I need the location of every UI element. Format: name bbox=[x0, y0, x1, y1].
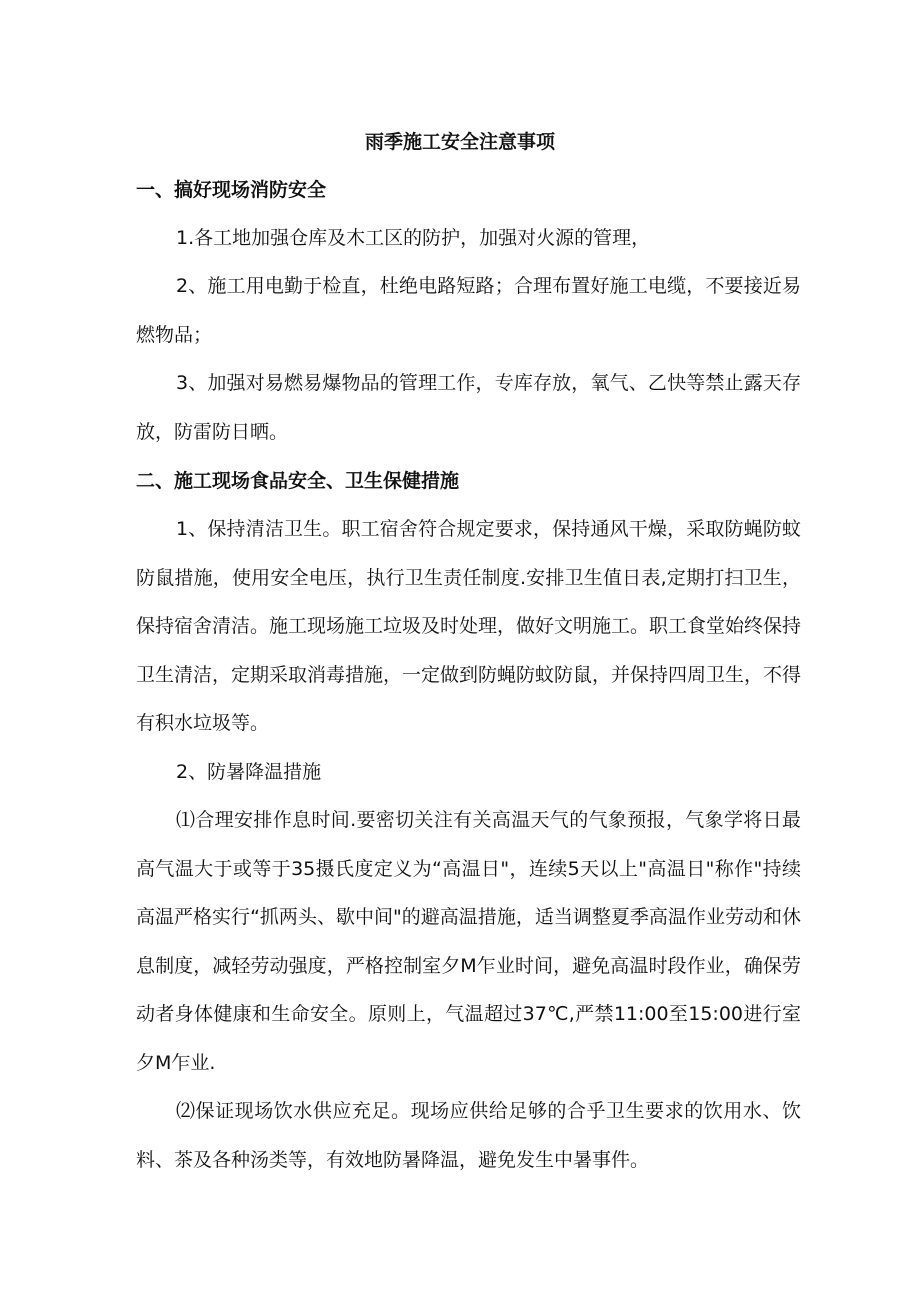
paragraph-cleanliness: 1、保持清洁卫生。职工宿舍符合规定要求，保持通风干燥，采取防蝇防蚊防鼠措施，使用安全电压，执行卫生责任制度.安排卫生值日表,定期打扫卫生，保持宿舍清洁。施工现场施工垃圾及时处理，做好文明施工。职工食堂始终保持卫生清洁，定期采取消毒措施，一定做到防蝇防蚊防鼠，并保持四周卫生，不得有积水垃圾等。 bbox=[136, 518, 802, 734]
paragraph-item-2: 2、施工用电勤于检直，杜绝电路短路；合理布置好施工电缆，不要接近易燃物品； bbox=[136, 275, 801, 346]
paragraph-heat-prevention-title: 2、防暑降温措施 bbox=[176, 761, 322, 783]
paragraph-work-schedule: ⑴合理安排作息时间.要密切关注有关高温天气的气象预报，气象学将日最高气温大于或等于35摄氏度定义为“高温日"，连续5天以上"高温日"称作"持续高温严格实行“抓两头、歇中间"的避高温措施，适当调整夏季高温作业劳动和休息制度，减轻劳动强度，严格控制室夕M乍业时间，避免高温时段作业，确保劳动者身体健康和生命安全。原则上，气温超过37℃,严禁11:00至15:00进行室夕M乍业. bbox=[136, 809, 801, 1074]
paragraph-item-3: 3、加强对易燃易爆物品的管理工作，专库存放，氧气、乙快等禁止露天存放，防雷防日晒。 bbox=[136, 372, 801, 443]
paragraph-water-supply: ⑵保证现场饮水供应充足。现场应供给足够的合乎卫生要求的饮用水、饮料、茶及各种汤类等，有效地防暑降温，避免发生中暑事件。 bbox=[136, 1100, 801, 1171]
document-title: 雨季施工安全注意事项 bbox=[364, 131, 555, 153]
section-heading-fire-safety: 一、搞好现场消防安全 bbox=[136, 179, 327, 201]
paragraph-item-1: 1.各工地加强仓库及木工区的防护，加强对火源的管理， bbox=[176, 227, 651, 249]
section-heading-food-hygiene: 二、施工现场食品安全、卫生保健措施 bbox=[136, 470, 460, 492]
